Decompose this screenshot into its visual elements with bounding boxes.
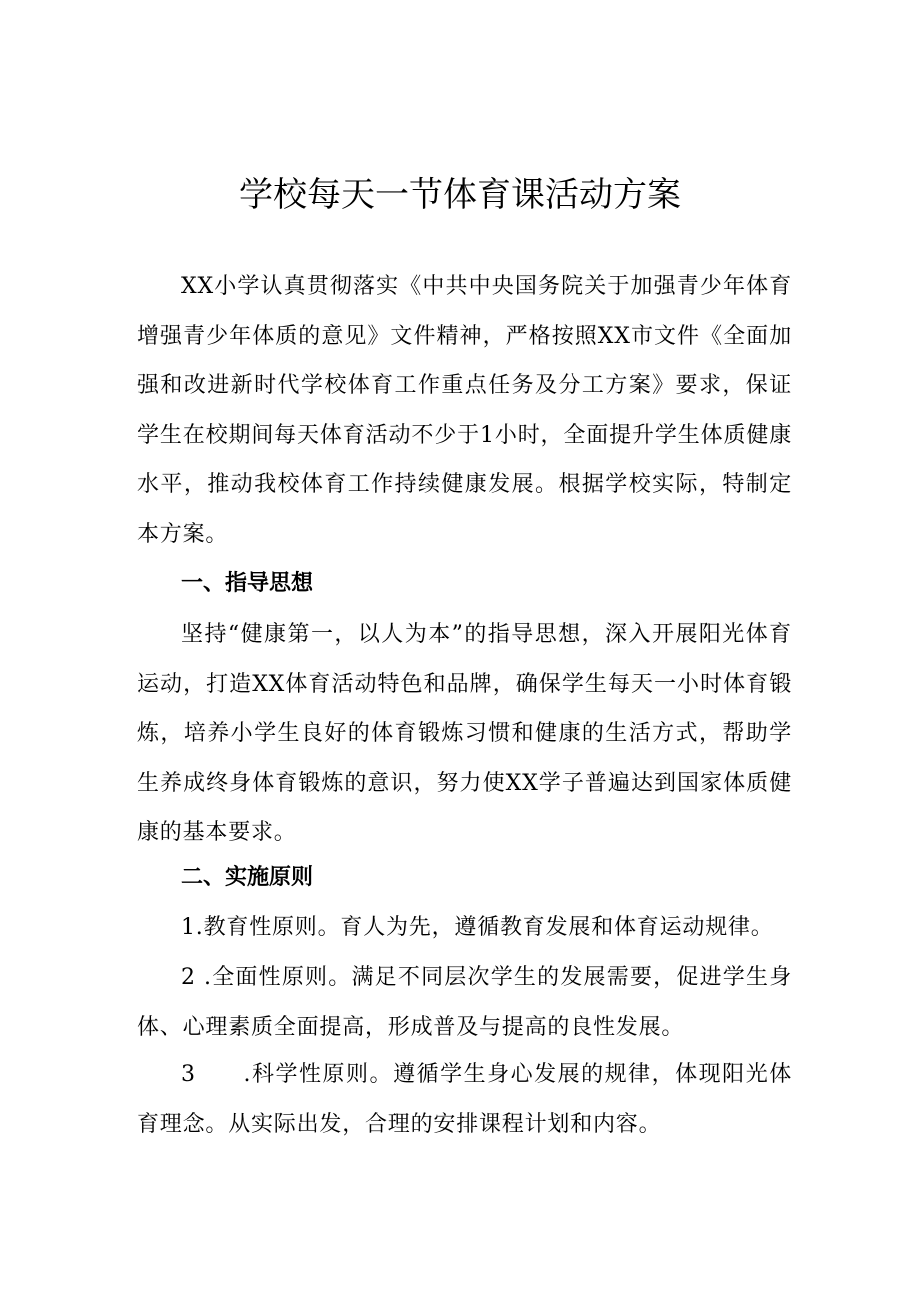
- principle-item-scientific: 3 .科学性原则。遵循学生身心发展的规律，体现阳光体育理念。从实际出发，合理的安排课程计划和内容。: [137, 1062, 792, 1137]
- guiding-ideology-paragraph: 坚持“健康第一，以人为本”的指导思想，深入开展阳光体育运动，打造XX体育活动特色和品牌，确保学生每天一小时体育锻炼，培养小学生良好的体育锻炼习惯和健康的生活方式，帮助学生养成终身体育锻炼的意识，努力使XX学子普遍达到国家体质健康的基本要求。: [137, 622, 792, 845]
- intro-paragraph: XX小学认真贯彻落实《中共中央国务院关于加强青少年体育增强青少年体质的意见》文件精神，严格按照XX市文件《全面加强和改进新时代学校体育工作重点任务及分工方案》要求，保证学生在校期间每天体育活动不少于1小时，全面提升学生体质健康水平，推动我校体育工作持续健康发展。根据学校实际，特制定本方案。: [137, 274, 792, 547]
- principle-item-comprehensive: 2 .全面性原则。满足不同层次学生的发展需要，促进学生身体、心理素质全面提高，形成普及与提高的良性发展。: [137, 965, 792, 1040]
- document-title: 学校每天一节体育课活动方案: [239, 175, 681, 215]
- principle-item-educational: 1.教育性原则。育人为先，遵循教育发展和体育运动规律。: [181, 915, 774, 940]
- section-heading-principles: 二、实施原则: [181, 865, 314, 890]
- section-heading-guiding-ideology: 一、指导思想: [181, 571, 314, 596]
